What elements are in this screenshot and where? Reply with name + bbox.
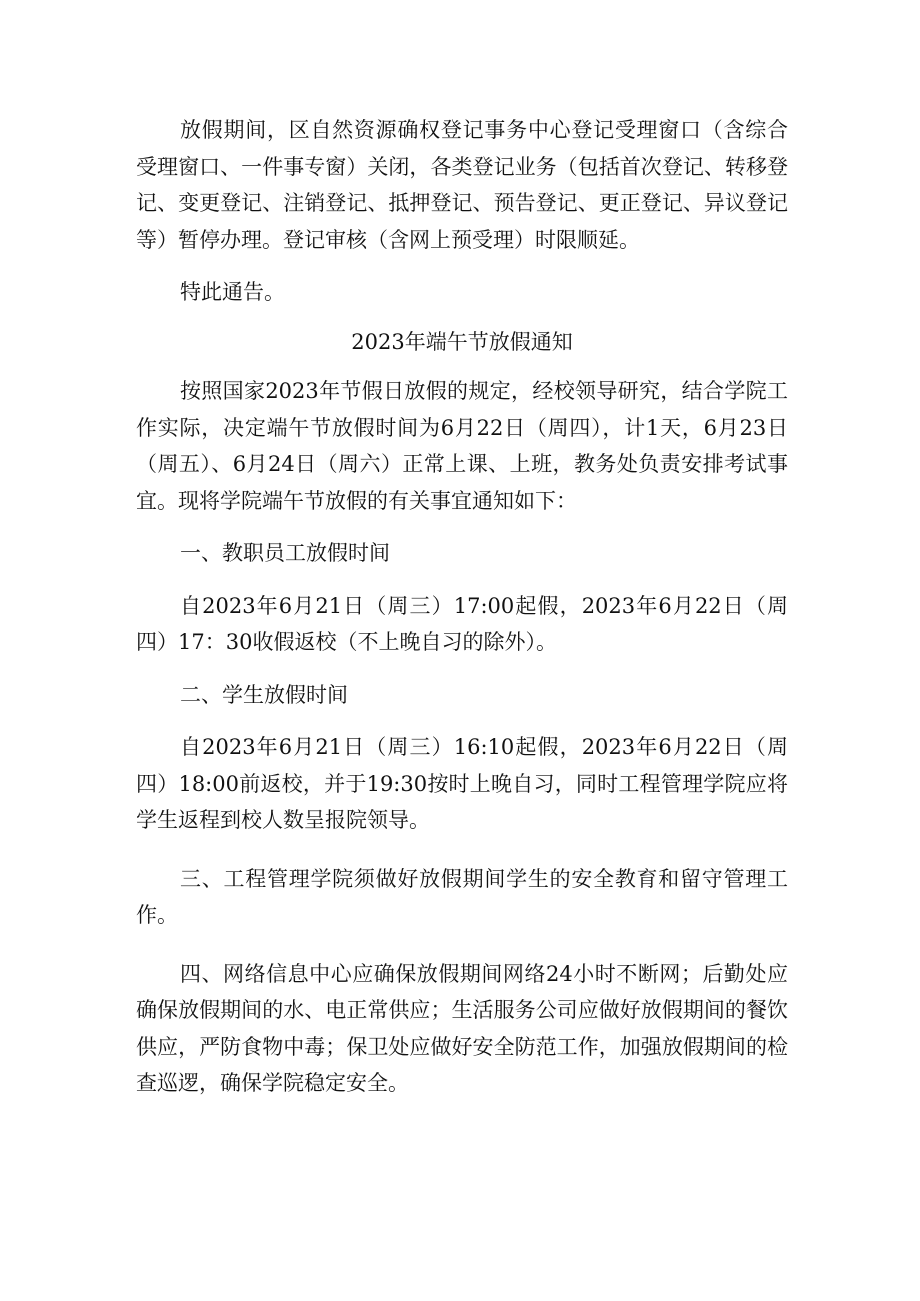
- paragraph-closure: 放假期间，区自然资源确权登记事务中心登记受理窗口（含综合受理窗口、一件事专窗）关闭，各类登记业务（包括首次登记、转移登记、变更登记、注销登记、抵押登记、预告登记、更正登记、异议登记等）暂停办理。登记审核（含网上预受理）时限顺延。: [136, 118, 788, 252]
- paragraph-safety: 三、工程管理学院须做好放假期间学生的安全教育和留守管理工作。: [136, 866, 788, 927]
- notice-title: 2023年端午节放假通知: [351, 329, 573, 354]
- paragraph-notice-end: 特此通告。: [180, 280, 285, 304]
- section-heading-staff: 一、教职员工放假时间: [180, 541, 390, 565]
- document-page: [136, 112, 788, 1102]
- paragraph-student-time: 自2023年6月21日（周三）16:10起假，2023年6月22日（周四）18:00前返校，并于19:30按时上晚自习，同时工程管理学院应将学生返程到校人数呈报院领导。: [136, 735, 788, 832]
- paragraph-services: 四、网络信息中心应确保放假期间网络24小时不断网；后勤处应确保放假期间的水、电正常供应；生活服务公司应做好放假期间的餐饮供应，严防食物中毒；保卫处应做好安全防范工作，加强放假期间的检查巡逻，确保学院稳定安全。: [136, 961, 788, 1095]
- section-heading-students: 二、学生放假时间: [180, 682, 348, 707]
- paragraph-intro: 按照国家2023年节假日放假的规定，经校领导研究，结合学院工作实际，决定端午节放假时间为6月22日（周四），计1天，6月23日（周五）、6月24日（周六）正常上课、上班，教务处负责安排考试事宜。现将学院端午节放假的有关事宜通知如下：: [136, 379, 788, 513]
- paragraph-staff-time: 自2023年6月21日（周三）17:00起假，2023年6月22日（周四）17：30收假返校（不上晚自习的除外）。: [136, 593, 788, 654]
